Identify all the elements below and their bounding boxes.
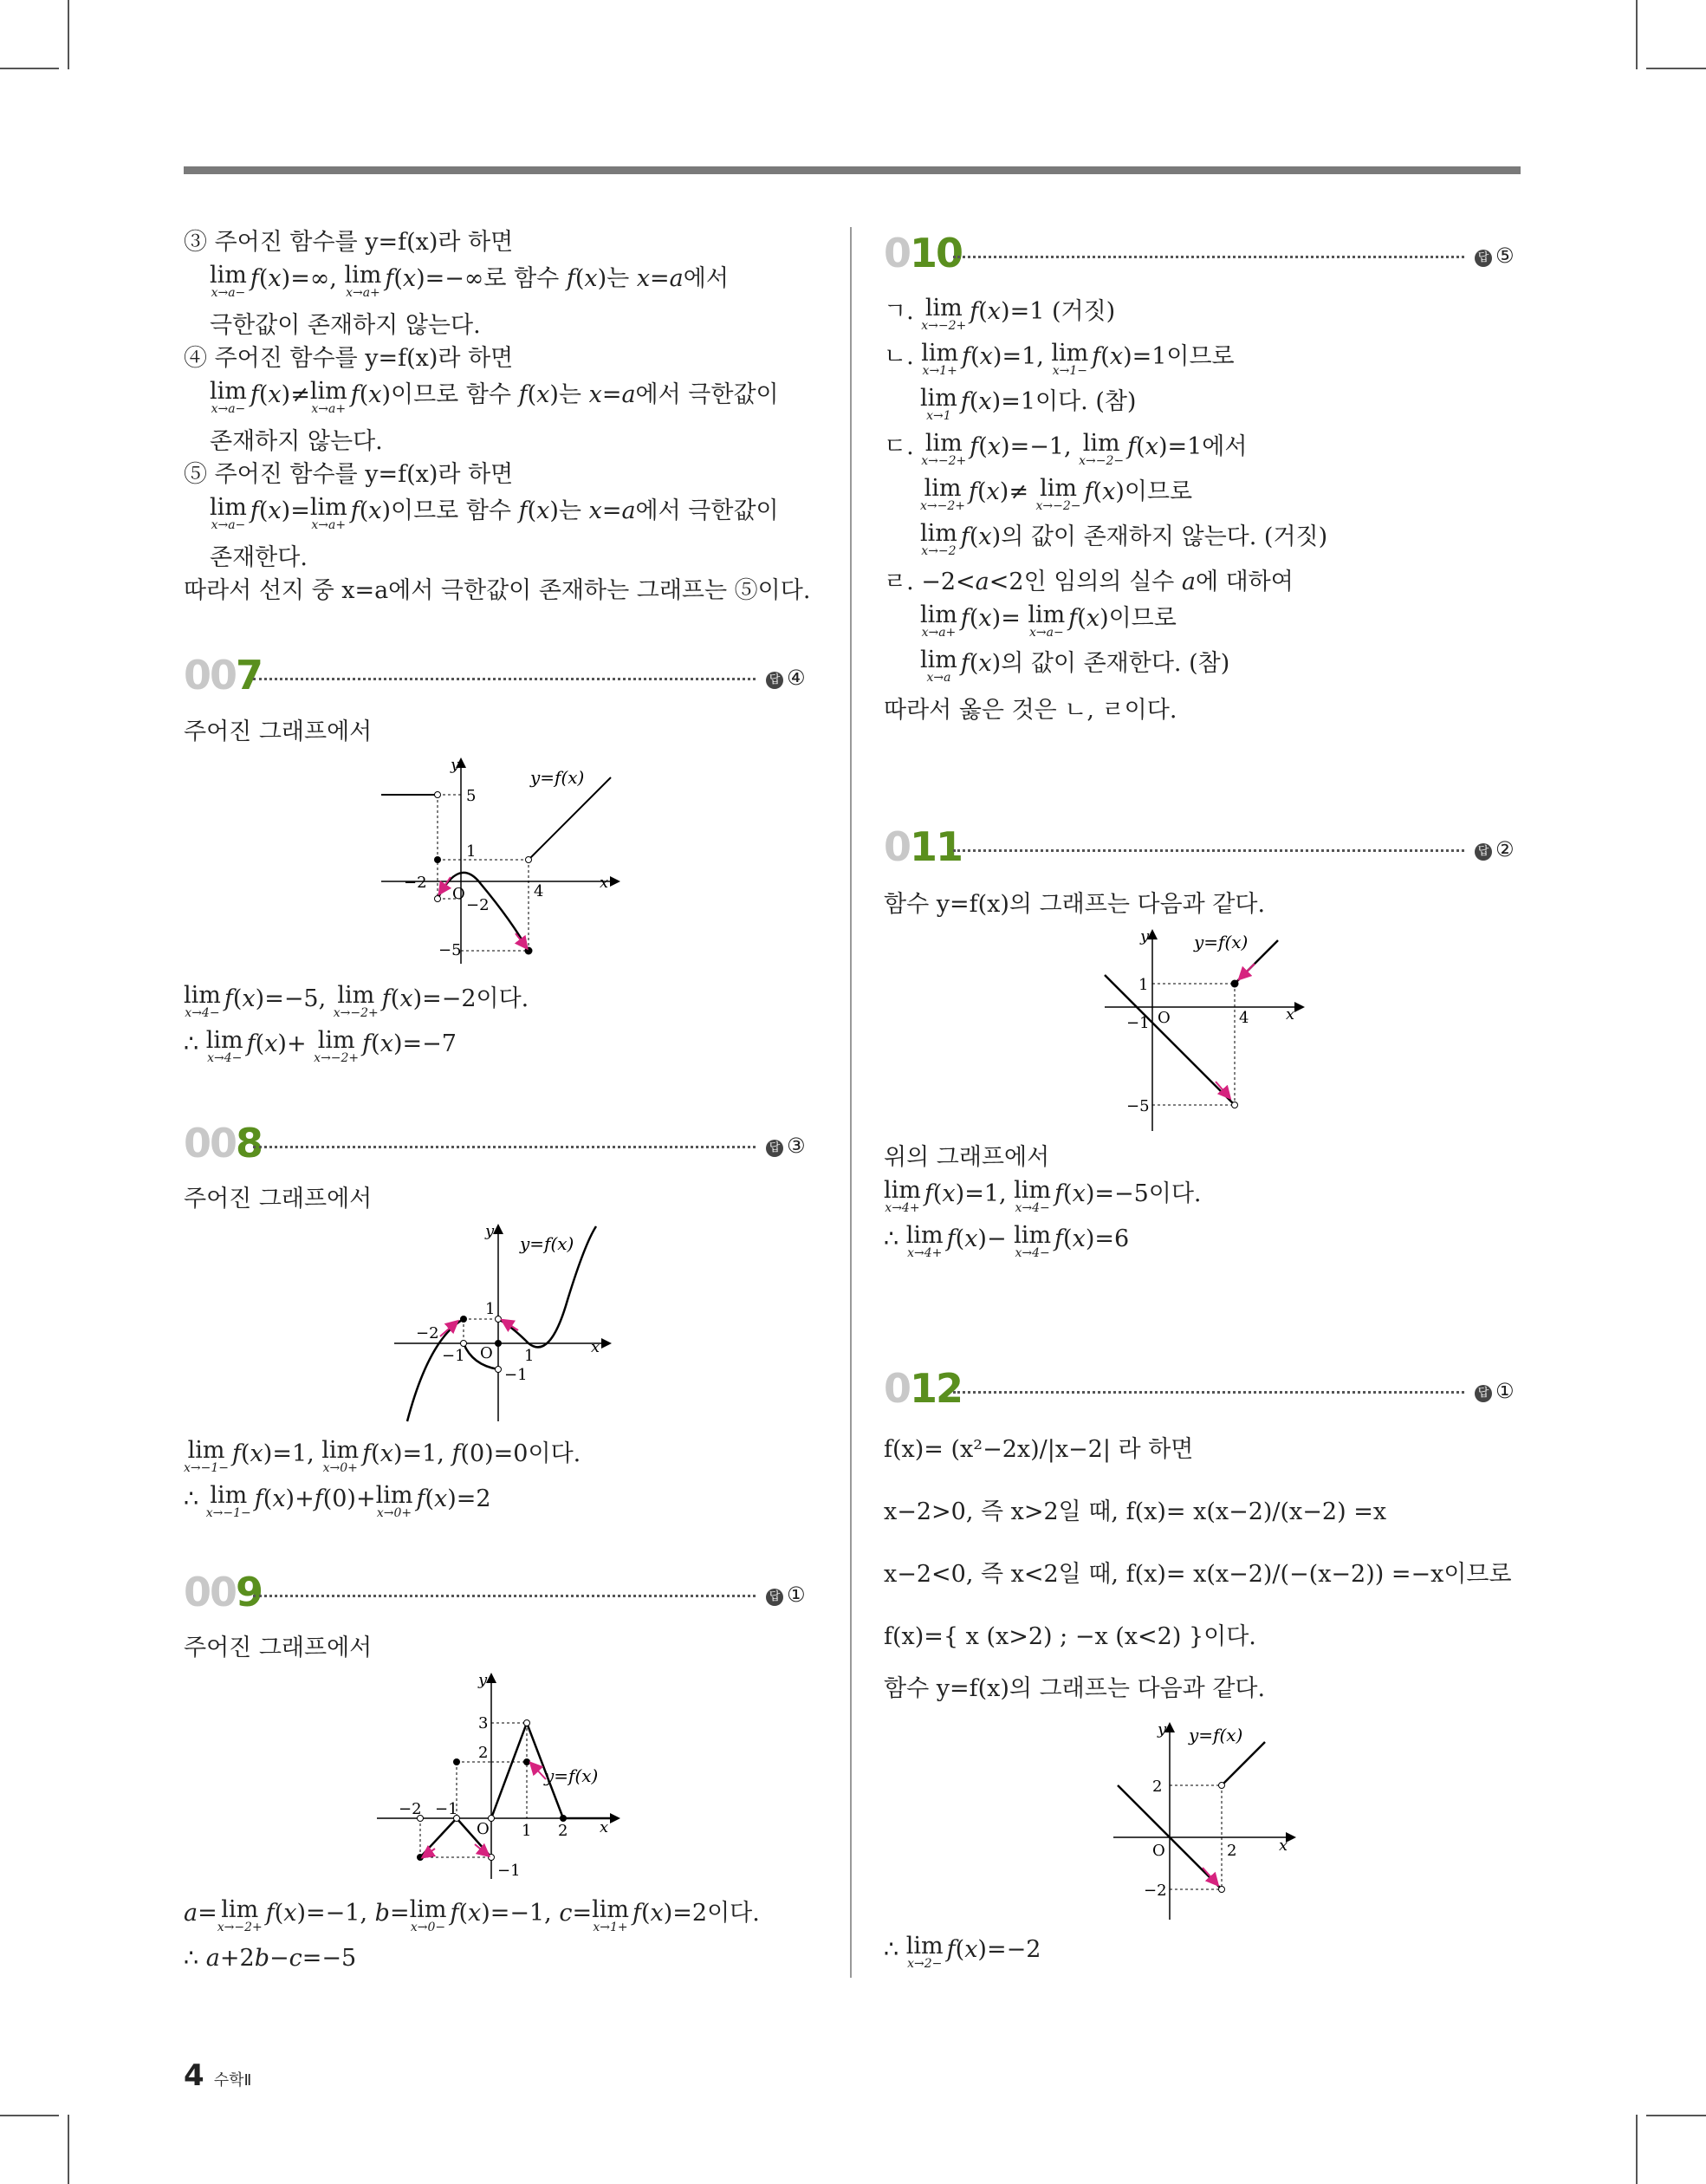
crop-mark [0,2115,59,2116]
open-point [489,1855,495,1861]
graph-label: 1 [1138,976,1149,994]
crop-mark [1646,68,1706,69]
graph-label: y=f(x) [544,1765,599,1786]
column-divider [850,227,852,1978]
text-line: 존재한다. [210,544,308,571]
crop-mark [1646,2115,1706,2116]
problem-header-010 [884,230,1521,282]
text-line: ④ 주어진 함수를 y=f(x)라 하면 [184,345,514,372]
text-line: 주어진 그래프에서 [184,718,373,745]
answer-badge: 답 ① [766,1583,806,1607]
text-line: x−2<0, 즉 x<2일 때, f(x)= x(x−2)/(−(x−2)) =−x이므로 [884,1561,1512,1588]
leader-dots [253,678,756,680]
graph-label: 4 [1239,1009,1249,1027]
text-line: 따라서 옳은 것은 ㄴ, ㄹ이다. [884,697,1177,724]
answer-icon: 답 [766,672,783,689]
leader-dots [253,1146,756,1148]
text-line: lim x→a− f(x)=∞, lim x→a+ f(x)=−∞로 함수 f(x)는 x=a에서 [210,262,729,300]
crop-mark [1636,2115,1638,2184]
text-line: 위의 그래프에서 [884,1144,1050,1171]
graph-label: y [478,1671,488,1689]
graph-label: O [1158,1009,1171,1027]
graph-label: x [600,874,609,892]
answer-badge: 답 ④ [766,666,806,690]
graph-label: −2 [416,1324,439,1342]
graph-label: −1 [504,1366,528,1384]
text-line: ∴ lim x→4+ f(x)− lim x→4− f(x)=6 [884,1222,1130,1260]
answer-badge: 답 ⑤ [1475,244,1515,268]
text-line: 따라서 선지 중 x=a에서 극한값이 존재하는 그래프는 ⑤이다. [184,577,811,604]
text-line: lim x→−1− f(x)=1, lim x→0+ f(x)=1, f(0)=0이다. [184,1437,581,1475]
graph-label: y [1158,1720,1167,1739]
text-line: lim x→a+ f(x)= lim x→a− f(x)이므로 [920,601,1177,640]
graph-curve [529,777,611,860]
text-line: lim x→4+ f(x)=1, lim x→4− f(x)=−5이다. [884,1177,1202,1215]
text-line: lim x→a f(x)의 값이 존재한다. (참) [920,647,1230,685]
page-number: 4 [184,2058,204,2093]
graph-label: −1 [1126,1014,1150,1032]
graph-009 [373,1671,624,1888]
text-line: 함수 y=f(x)의 그래프는 다음과 같다. [884,891,1266,918]
open-point [1219,1783,1225,1789]
text-line: ③ 주어진 함수를 y=f(x)라 하면 [184,229,514,256]
graph-label: −1 [435,1800,458,1818]
graph-label: 4 [534,882,544,900]
subject-label: 수학Ⅱ [213,2071,252,2090]
graph-label: x [1279,1836,1288,1855]
graph-label: −2 [404,874,427,892]
closed-point [417,1854,424,1861]
text-line: ⑤ 주어진 함수를 y=f(x)라 하면 [184,461,514,488]
open-point [526,857,532,863]
graph-label: y=f(x) [530,767,585,788]
open-point [435,792,441,798]
graph-label: −2 [466,896,490,914]
crop-mark [68,0,69,69]
approach-arrow [440,1324,454,1336]
open-point [496,1316,502,1323]
graph-curve [1105,975,1235,1105]
leader-dots [953,849,1464,852]
open-point [461,1341,467,1347]
text-line: f(x)= (x²−2x)/|x−2| 라 하면 [884,1436,1194,1463]
graph-011 [1100,927,1308,1135]
text-line: 함수 y=f(x)의 그래프는 다음과 같다. [884,1675,1266,1702]
answer-badge: 답 ① [1475,1379,1515,1403]
text-line: lim x→a− f(x)≠lim x→a+ f(x)이므로 함수 f(x)는 x=a에서 극한값이 [210,378,779,416]
graph-label: 2 [558,1822,568,1840]
header-rule [184,166,1521,174]
problem-number: 008 [184,1120,263,1167]
graph-label: 1 [524,1347,535,1365]
graph-label: 1 [466,842,477,861]
problem-number: 009 [184,1569,263,1615]
graph-curve [1222,1742,1265,1785]
graph-label: 2 [1227,1842,1237,1860]
closed-point [453,1758,460,1765]
closed-point [1231,980,1239,988]
approach-arrow [1242,964,1255,976]
approach-arrow [1203,1868,1215,1882]
text-line: a= lim x→−2+ f(x)=−1, b=lim x→0− f(x)=−1, c=lim x→1+ f(x)=2이다. [184,1896,760,1934]
page-footer [184,2058,251,2093]
text-line: ∴ lim x→4− f(x)+ lim x→−2+ f(x)=−7 [184,1027,457,1065]
text-line: ∴ lim x→2− f(x)=−2 [884,1933,1041,1971]
open-point [1232,1102,1238,1108]
graph-007 [373,756,624,972]
answer-badge: 답 ③ [766,1134,806,1158]
answer-icon: 답 [766,1140,783,1157]
problem-number: 010 [884,230,963,276]
text-line: lim x→4− f(x)=−5, lim x→−2+ f(x)=−2이다. [184,982,529,1020]
crop-mark [68,2115,69,2184]
text-line: lim x→−2 f(x)의 값이 존재하지 않는다. (거짓) [920,520,1328,558]
closed-point [460,1316,467,1323]
closed-point [434,856,441,863]
graph-label: −5 [1126,1097,1150,1115]
graph-label: −2 [399,1800,422,1818]
text-line: lim x→−2+ f(x)≠ lim x→−2− f(x)이므로 [920,475,1193,513]
graph-label: y [451,756,460,774]
approach-arrow [442,877,451,890]
graph-label: −2 [1144,1882,1167,1900]
graph-label: 5 [466,787,477,805]
text-line: 주어진 그래프에서 [184,1186,373,1212]
text-line: x−2>0, 즉 x>2일 때, f(x)= x(x−2)/(x−2) =x [884,1498,1387,1525]
text-line: ∴ lim x→−1− f(x)+f(0)+lim x→0+ f(x)=2 [184,1482,491,1520]
text-line: ∴ a+2b−c=−5 [184,1945,357,1972]
graph-012 [1109,1720,1300,1928]
text-line: ㄱ. lim x→−2+ f(x)=1 (거짓) [884,295,1116,333]
graph-label: 1 [522,1822,532,1840]
graph-label: y=f(x) [520,1233,574,1254]
answer-badge: 답 ② [1475,837,1515,861]
crop-mark [1636,0,1638,69]
closed-point [560,1815,567,1822]
text-line: lim x→a− f(x)=lim x→a+ f(x)이므로 함수 f(x)는 x=a에서 극한값이 [210,494,779,532]
problem-number: 012 [884,1365,963,1412]
answer-icon: 답 [1475,843,1492,861]
graph-label: O [1152,1842,1165,1860]
closed-point [495,1340,502,1347]
graph-label: x [591,1338,600,1356]
leader-dots [953,256,1464,258]
open-point [524,1720,530,1726]
text-line: f(x)={ x (x>2) ; −x (x<2) }이다. [884,1623,1256,1650]
graph-label: O [452,885,465,903]
text-line: 극한값이 존재하지 않는다. [210,312,481,339]
graph-label: x [1286,1005,1295,1024]
answer-icon: 답 [766,1589,783,1606]
text-line: 주어진 그래프에서 [184,1635,373,1661]
graph-label: y=f(x) [1194,932,1249,952]
graph-label: −1 [497,1862,521,1880]
graph-label: 3 [478,1714,489,1732]
problem-header-007 [184,652,814,704]
graph-label: y [485,1222,495,1240]
answer-icon: 답 [1475,1385,1492,1402]
text-line: ㄷ. lim x→−2+ f(x)=−1, lim x→−2− f(x)=1에서 [884,430,1248,468]
problem-header-012 [884,1365,1521,1417]
problem-header-009 [184,1569,814,1621]
open-point [1219,1887,1225,1893]
closed-point [525,947,533,955]
graph-008 [390,1222,615,1430]
text-line: ㄴ. lim x→1+ f(x)=1, lim x→1− f(x)=1이므로 [884,340,1235,378]
graph-label: y [1140,927,1150,946]
closed-point [523,1758,530,1765]
crop-mark [0,68,59,69]
problem-number: 011 [884,823,963,870]
problem-number: 007 [184,652,263,699]
graph-label: 2 [1152,1778,1163,1796]
text-line: ㄹ. −2<a<2인 임의의 실수 a에 대하여 [884,569,1294,595]
leader-dots [253,1595,756,1597]
graph-label: −5 [438,941,462,959]
graph-label: 1 [485,1300,496,1318]
graph-label: x [600,1818,609,1836]
problem-header-011 [884,823,1521,875]
text-line: 존재하지 않는다. [210,428,383,455]
open-point [496,1367,502,1373]
graph-label: O [477,1820,490,1838]
answer-icon: 답 [1475,250,1492,267]
problem-header-008 [184,1120,814,1172]
leader-dots [953,1391,1464,1394]
graph-label: −1 [442,1347,465,1365]
graph-label: 2 [478,1744,489,1762]
open-point [435,896,441,902]
graph-label: O [480,1344,493,1362]
text-line: lim x→1 f(x)=1이다. (참) [920,385,1137,423]
graph-label: y=f(x) [1189,1725,1243,1745]
